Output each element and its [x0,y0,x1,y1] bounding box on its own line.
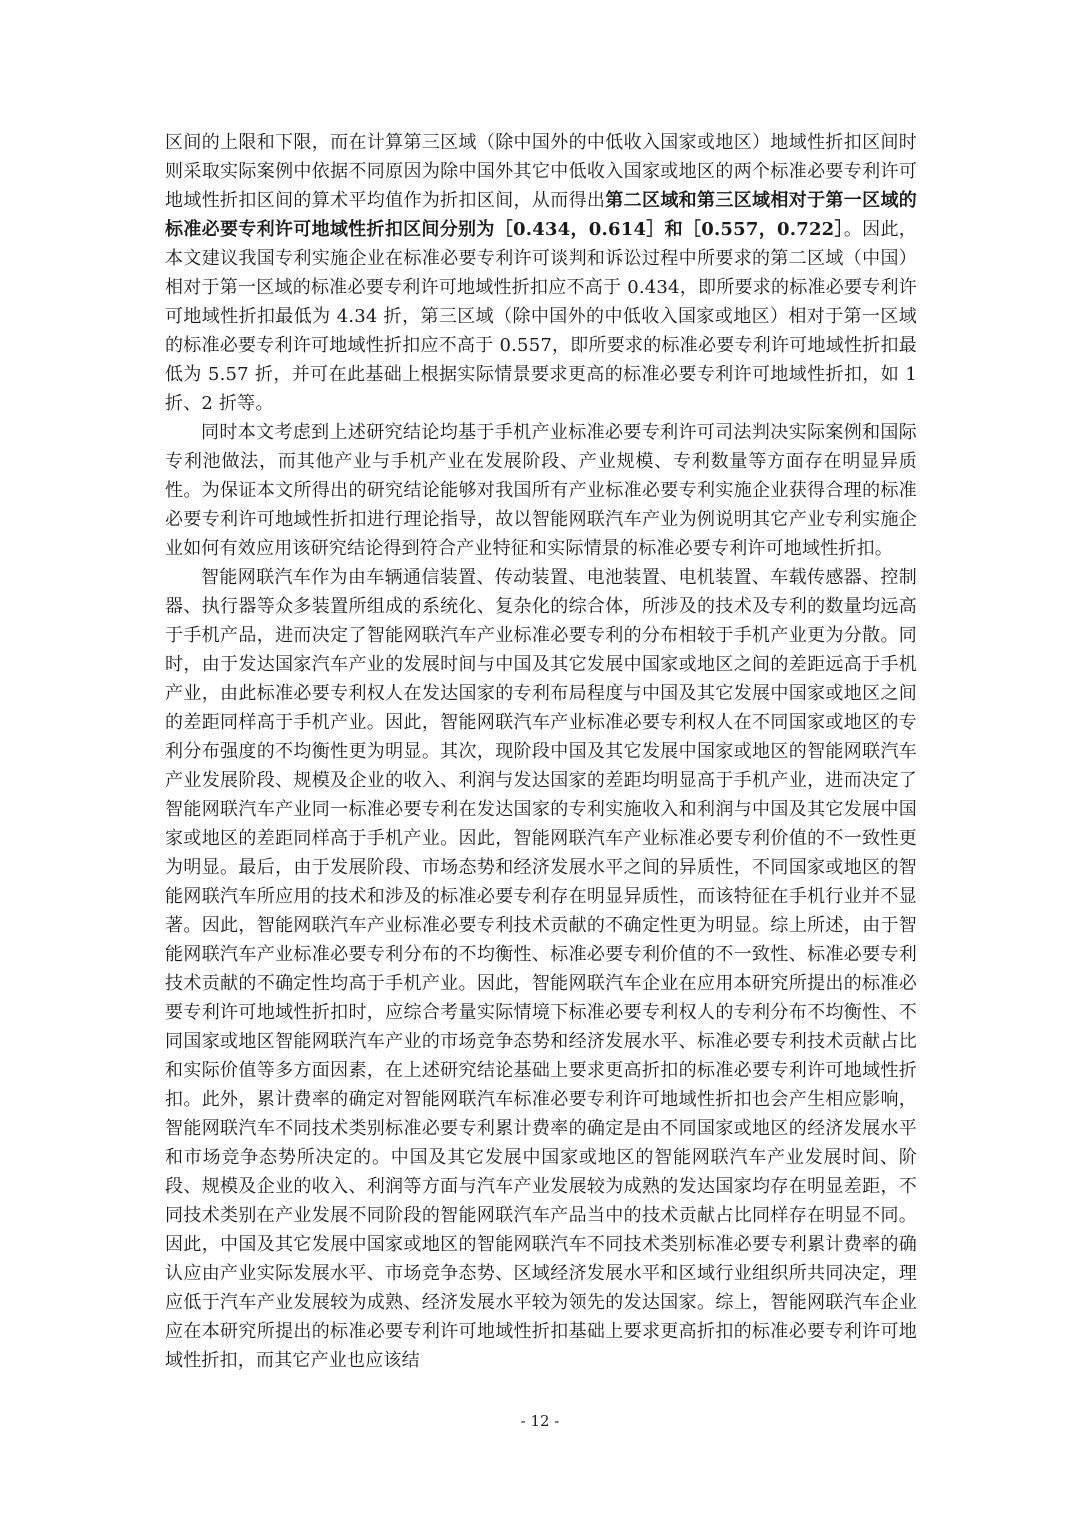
paragraph-2: 同时本文考虑到上述研究结论均基于手机产业标准必要专利许可司法判决实际案例和国际专利池做法，而其他产业与手机产业在发展阶段、产业规模、专利数量等方面存在明显异质性。为保证本文所得出的研究结论能够对我国所有产业标准必要专利实施企业获得合理的标准必要专利许可地域性折扣进行理论指导，故以智能网联汽车产业为例说明其它产业专利实施企业如何有效应用该研究结论得到符合产业特征和实际情景的标准必要专利许可地域性折扣。 [165,422,917,559]
document-page [165,128,917,1375]
paragraph-3: 智能网联汽车作为由车辆通信装置、传动装置、电池装置、电机装置、车载传感器、控制器、执行器等众多装置所组成的系统化、复杂化的综合体，所涉及的技术及专利的数量均远高于手机产品，进而决定了智能网联汽车产业标准必要专利的分布相较于手机产业更为分散。同时，由于发达国家汽车产业的发展时间与中国及其它发展中国家或地区之间的差距远高于手机产业，由此标准必要专利权人在发达国家的专利布局程度与中国及其它发展中国家或地区之间的差距同样高于手机产业。因此，智能网联汽车产业标准必要专利权人在不同国家或地区的专利分布强度的不均衡性更为明显。其次，现阶段中国及其它发展中国家或地区的智能网联汽车产业发展阶段、规模及企业的收入、利润与发达国家的差距均明显高于手机产业，进而决定了智能网联汽车产业同一标准必要专利在发达国家的专利实施收入和利润与中国及其它发展中国家或地区的差距同样高于手机产业。因此，智能网联汽车产业标准必要专利价值的不一致性更为明显。最后，由于发展阶段、市场态势和经济发展水平之间的异质性，不同国家或地区的智能网联汽车所应用的技术和涉及的标准必要专利存在明显异质性，而该特征在手机行业并不显著。因此，智能网联汽车产业标准必要专利技术贡献的不确定性更为明显。综上所述，由于智能网联汽车产业标准必要专利分布的不均衡性、标准必要专利价值的不一致性、标准必要专利技术贡献的不确定性均高于手机产业。因此，智能网联汽车企业在应用本研究所提出的标准必要专利许可地域性折扣时，应综合考量实际情境下标准必要专利权人的专利分布不均衡性、不同国家或地区智能网联汽车产业的市场竞争态势和经济发展水平、标准必要专利技术贡献占比和实际价值等多方面因素，在上述研究结论基础上要求更高折扣的标准必要专利许可地域性折扣。此外，累计费率的确定对智能网联汽车标准必要专利许可地域性折扣也会产生相应影响，智能网联汽车不同技术类别标准必要专利累计费率的确定是由不同国家或地区的经济发展水平和市场竞争态势所决定的。中国及其它发展中国家或地区的智能网联汽车产业发展时间、阶段、规模及企业的收入、利润等方面与汽车产业发展较为成熟的发达国家均存在明显差距，不同技术类别在产业发展不同阶段的智能网联汽车产品当中的技术贡献占比同样存在明显不同。因此，中国及其它发展中国家或地区的智能网联汽车不同技术类别标准必要专利累计费率的确认应由产业实际发展水平、市场竞争态势、区域经济发展水平和区域行业组织所共同决定，理应低于汽车产业发展较为成熟、经济发展水平较为领先的发达国家。综上，智能网联汽车企业应在本研究所提出的标准必要专利许可地域性折扣基础上要求更高折扣的标准必要专利许可地域性折扣，而其它产业也应该结 [165,567,917,1371]
paragraph-1-text-a: 区间的上限和下限，而在计算第三区域（除中国外的中低收入国家或地区）地域性折扣区间时则采取实际案例中依据不同原因为除中国外其它中低收入国家或地区的两个标准必要专利许可地域性折扣区间的算术平均值作为折扣区间，从而得出 [165,132,917,211]
paragraph-1 [165,128,917,418]
paragraph-1-bold-conclusion: 第二区域和第三区域相对于第一区域的标准必要专利许可地域性折扣区间分别为［0.434，0.614］和［0.557，0.722］ [165,190,917,240]
page-number: - 12 - [520,1412,560,1430]
paragraph-1-text-c: 。因此，本文建议我国专利实施企业在标准必要专利许可谈判和诉讼过程中所要求的第二区域（中国）相对于第一区域的标准必要专利许可地域性折扣应不高于 0.434，即所要求的标准必要专利许可地域性折扣最低为 4.34 折，第三区域（除中国外的中低收入国家或地区）相对于第一区域的标准必要专利许可地域性折扣应不高于 0.557，即所要求的标准必要专利许可地域性折扣最低为 5.57 折，并可在此基础上根据实际情景要求更高的标准必要专利许可地域性折扣，如 1 折、2 折等。 [165,219,917,414]
